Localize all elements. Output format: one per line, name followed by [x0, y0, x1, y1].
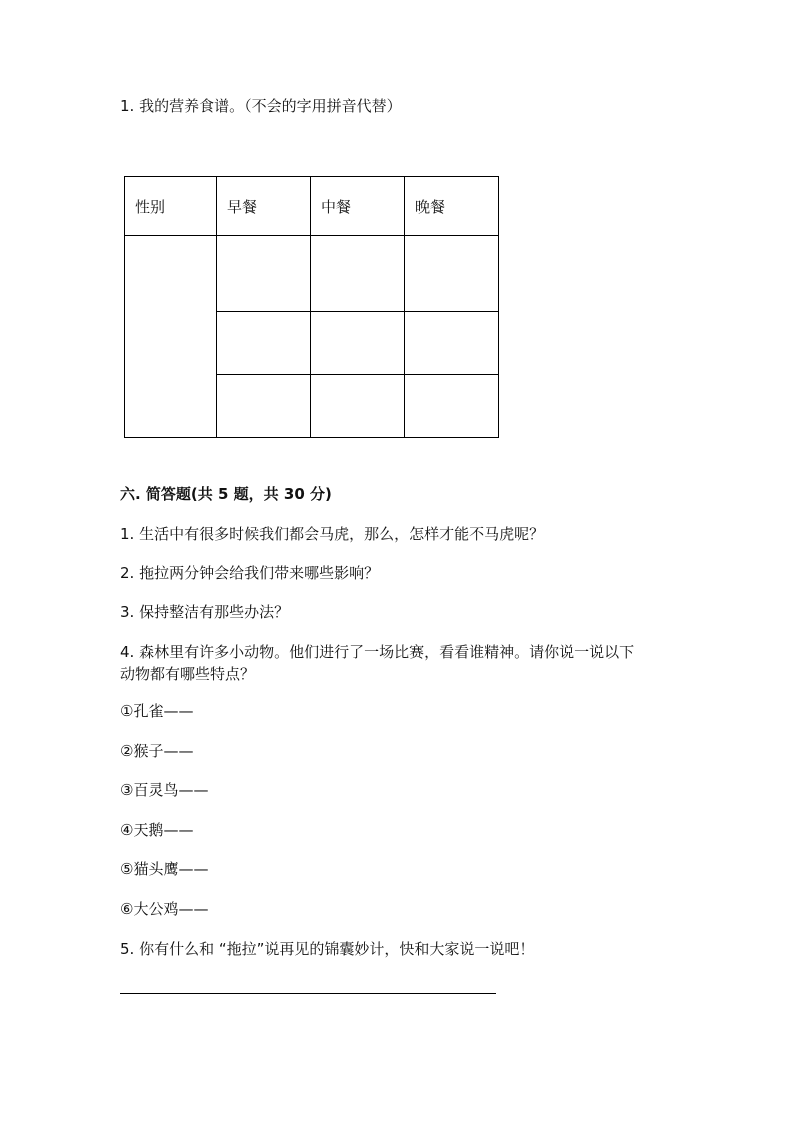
gender-cell[interactable] — [125, 236, 217, 438]
question-3: 3. 保持整洁有那些办法？ — [120, 603, 290, 621]
header-dinner: 晚餐 — [405, 177, 499, 236]
question-5: 5. 你有什么和 “拖拉”说再见的锦囊妙计，快和大家说一说吧！ — [120, 940, 535, 958]
lunch-cell[interactable] — [311, 375, 405, 438]
dinner-cell[interactable] — [405, 236, 499, 312]
question-1: 1. 生活中有很多时候我们都会马虎，那么，怎样才能不马虎呢？ — [120, 525, 545, 543]
answer-line[interactable] — [120, 993, 496, 994]
animal-item-rooster: ⑥大公鸡—— — [120, 900, 209, 918]
nutrition-menu-table — [124, 176, 499, 438]
question-4-line-1: 4. 森林里有许多小动物。他们进行了一场比赛，看看谁精神。请你说一说以下 — [120, 643, 635, 661]
lunch-cell[interactable] — [311, 236, 405, 312]
table-row — [125, 236, 499, 312]
breakfast-cell[interactable] — [217, 375, 311, 438]
animal-item-monkey: ②猴子—— — [120, 742, 194, 760]
dinner-cell[interactable] — [405, 312, 499, 375]
breakfast-cell[interactable] — [217, 312, 311, 375]
animal-item-peacock: ①孔雀—— — [120, 702, 194, 720]
question-nutrition-menu: 1. 我的营养食谱。（不会的字用拼音代替） — [120, 97, 402, 115]
animal-item-owl: ⑤猫头鹰—— — [120, 860, 209, 878]
dinner-cell[interactable] — [405, 375, 499, 438]
header-gender: 性别 — [125, 177, 217, 236]
header-breakfast: 早餐 — [217, 177, 311, 236]
header-lunch: 中餐 — [311, 177, 405, 236]
section-title: 六. 简答题(共 5 题，共 30 分) — [120, 485, 332, 503]
breakfast-cell[interactable] — [217, 236, 311, 312]
question-2: 2. 拖拉两分钟会给我们带来哪些影响？ — [120, 564, 380, 582]
lunch-cell[interactable] — [311, 312, 405, 375]
question-4-line-2: 动物都有哪些特点？ — [120, 665, 256, 683]
animal-item-lark: ③百灵鸟—— — [120, 781, 209, 799]
animal-item-swan: ④天鹅—— — [120, 821, 194, 839]
table-header-row — [125, 177, 499, 236]
